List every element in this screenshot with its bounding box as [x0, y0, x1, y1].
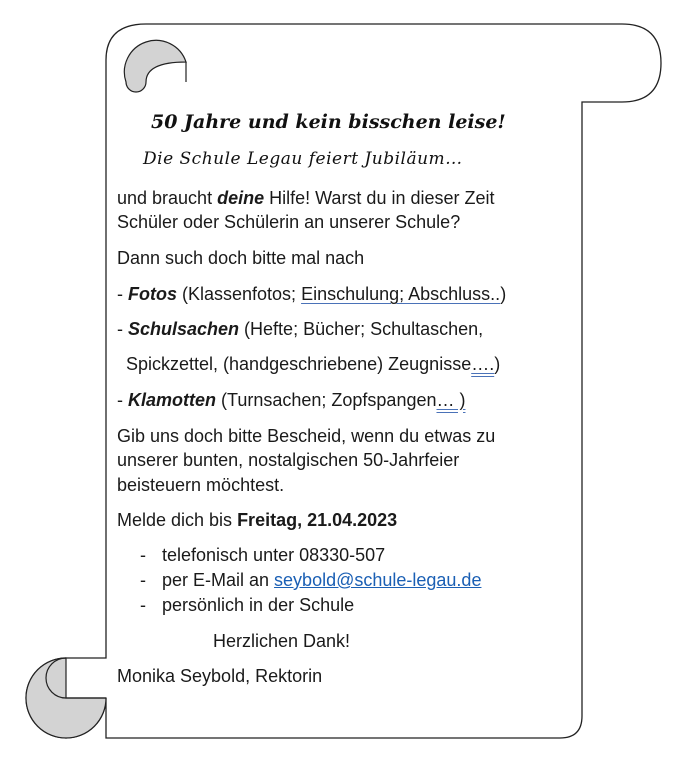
- intro-line-1: und braucht deine Hilfe! Warst du in dieser Zeit: [117, 188, 495, 208]
- list-item-schulsachen-continued: Spickzettel, (handgeschriebene) Zeugnisse….): [126, 354, 501, 374]
- list-item-schulsachen: - Schulsachen (Hefte; Bücher; Schultaschen,: [117, 319, 484, 339]
- thanks-line: Herzlichen Dank!: [213, 631, 351, 651]
- email-link[interactable]: seybold@schule-legau.de: [274, 570, 482, 590]
- deadline-date: Freitag, 21.04.2023: [237, 510, 398, 530]
- contact-item-phone: - telefonisch unter 08330-507: [140, 545, 386, 565]
- request-line-1: Gib uns doch bitte Bescheid, wenn du etwas zu: [117, 426, 496, 446]
- request-line-3: beisteuern möchtest.: [117, 475, 285, 495]
- search-line: Dann such doch bitte mal nach: [117, 248, 365, 268]
- intro-line-2: Schüler oder Schülerin an unserer Schule?: [117, 212, 461, 232]
- list-item-fotos: - Fotos (Klassenfotos; Einschulung; Abschluss..): [117, 284, 507, 304]
- deadline-line: Melde dich bis Freitag, 21.04.2023: [117, 510, 398, 530]
- request-line-2: unserer bunten, nostalgischen 50-Jahrfeier: [117, 450, 460, 470]
- emphasis-deine: deine: [217, 188, 265, 208]
- list-item-klamotten: - Klamotten (Turnsachen; Zopfspangen… ): [117, 390, 466, 410]
- contact-item-email: - per E-Mail an seybold@schule-legau.de: [140, 570, 482, 590]
- page-title: 50 Jahre und kein bisschen leise!: [151, 111, 506, 133]
- signature: Monika Seybold, Rektorin: [117, 666, 323, 686]
- contact-item-in-person: - persönlich in der Schule: [140, 595, 355, 615]
- page-subtitle: Die Schule Legau feiert Jubiläum…: [143, 149, 463, 169]
